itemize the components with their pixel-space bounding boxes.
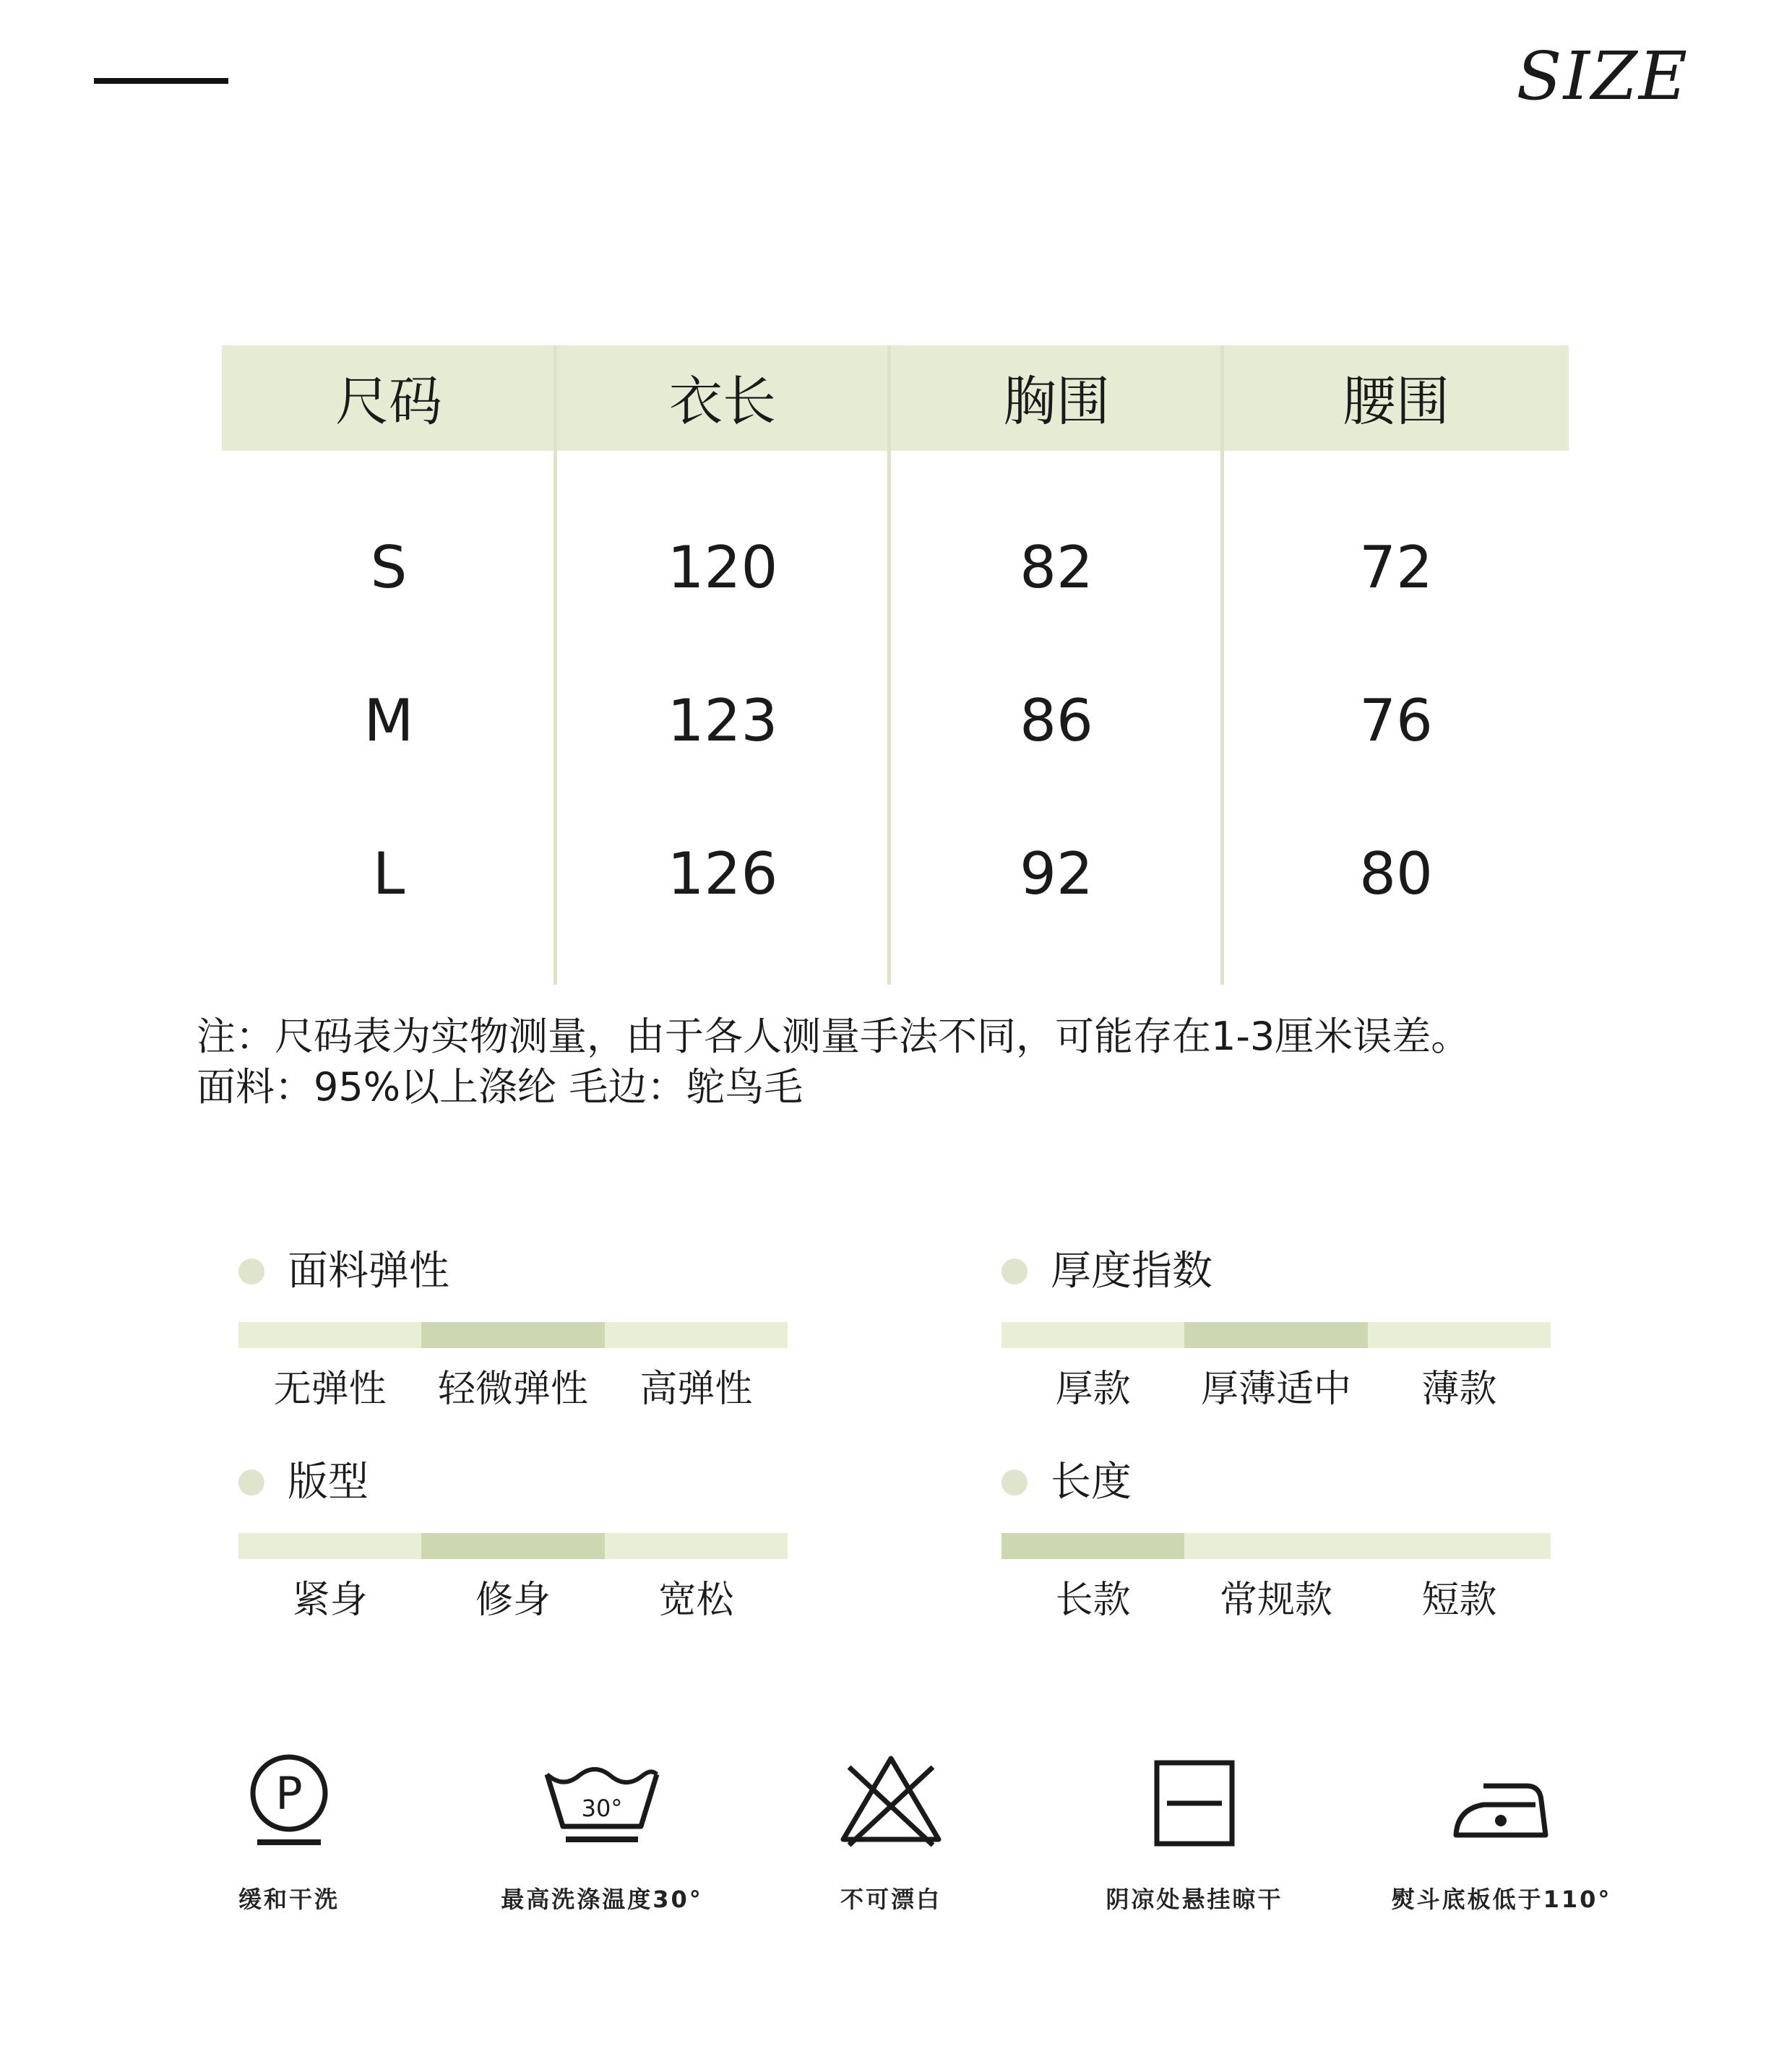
cell-bust-m: 86	[1020, 687, 1093, 754]
fabric-note: 面料：95%以上涤纶 毛边：鸵鸟毛	[197, 1064, 804, 1110]
attribute-elasticity	[223, 1241, 772, 1415]
scale-bar	[238, 1533, 788, 1559]
svg-text:30°: 30°	[581, 1795, 623, 1822]
scale-segment	[238, 1533, 421, 1559]
scale-bar	[1001, 1322, 1551, 1348]
header-size: 尺码	[335, 371, 442, 433]
top-decorative-rule	[94, 78, 228, 84]
scale-segment	[605, 1533, 788, 1559]
care-label: 最高洗涤温度30°	[501, 1886, 703, 1913]
scale-option: 薄款	[1421, 1368, 1497, 1411]
header-length: 衣长	[669, 371, 776, 433]
cell-length-s: 120	[667, 534, 778, 601]
care-label: 熨斗底板低于110°	[1391, 1886, 1612, 1913]
scale-option: 厚薄适中	[1200, 1368, 1351, 1411]
wash-30-icon	[537, 1748, 667, 1857]
scale-segment-selected	[1001, 1533, 1184, 1559]
attribute-title: 面料弹性	[288, 1248, 449, 1295]
measurement-note: 注：尺码表为实物测量，由于各人测量手法不同，可能存在1-3厘米误差。	[197, 1014, 1470, 1059]
attribute-title: 版型	[288, 1459, 369, 1506]
scale-option: 高弹性	[639, 1368, 753, 1411]
scale-option: 无弹性	[273, 1368, 387, 1411]
no-bleach-icon	[833, 1748, 949, 1857]
cell-size-s: S	[370, 534, 408, 601]
scale-bar	[1001, 1533, 1551, 1559]
scale-segment-selected	[421, 1533, 604, 1559]
header-waist: 腰围	[1343, 371, 1449, 433]
attribute-length	[986, 1452, 1535, 1626]
care-wash-30	[483, 1748, 721, 1929]
cell-waist-s: 72	[1359, 534, 1433, 601]
care-dry-clean	[170, 1748, 408, 1929]
scale-option: 修身	[475, 1579, 551, 1622]
page-title: SIZE	[1516, 38, 1689, 115]
scale-segment-selected	[1184, 1322, 1367, 1348]
scale-segment	[1368, 1322, 1551, 1348]
attribute-title: 厚度指数	[1051, 1248, 1212, 1295]
cell-bust-s: 82	[1020, 534, 1093, 601]
care-label: 缓和干洗	[238, 1886, 340, 1913]
bullet-dot	[238, 1469, 264, 1495]
cell-bust-l: 92	[1020, 840, 1093, 907]
size-table	[222, 345, 1569, 985]
cell-size-l: L	[372, 840, 405, 907]
scale-option: 轻微弹性	[437, 1368, 588, 1411]
bullet-dot	[1001, 1469, 1028, 1495]
scale-option: 常规款	[1219, 1579, 1332, 1622]
scale-segment	[1184, 1533, 1367, 1559]
cell-length-l: 126	[667, 840, 778, 907]
care-line-dry	[1075, 1748, 1314, 1929]
header-bust: 胸围	[1003, 371, 1110, 433]
attribute-fit	[223, 1452, 772, 1626]
bullet-dot	[238, 1259, 264, 1285]
scale-segment-selected	[421, 1322, 604, 1348]
scale-option: 短款	[1421, 1579, 1497, 1622]
scale-option: 长款	[1055, 1579, 1131, 1622]
scale-segment	[238, 1322, 421, 1348]
svg-text:P: P	[275, 1767, 303, 1820]
cell-size-m: M	[363, 687, 414, 754]
scale-segment	[605, 1322, 788, 1348]
scale-option: 厚款	[1055, 1368, 1131, 1411]
bullet-dot	[1001, 1259, 1028, 1285]
scale-option: 宽松	[658, 1579, 734, 1622]
iron-low-icon	[1440, 1748, 1563, 1857]
scale-option: 紧身	[292, 1579, 368, 1622]
care-label: 阴凉处悬挂晾干	[1106, 1886, 1283, 1913]
attribute-thickness	[986, 1241, 1535, 1415]
dry-clean-p-icon	[231, 1748, 347, 1857]
cell-waist-m: 76	[1359, 687, 1433, 754]
line-dry-shade-icon	[1137, 1748, 1252, 1857]
scale-segment	[1368, 1533, 1551, 1559]
care-iron	[1379, 1748, 1624, 1929]
attribute-title: 长度	[1051, 1459, 1132, 1506]
scale-segment	[1001, 1322, 1184, 1348]
cell-length-m: 123	[667, 687, 778, 754]
cell-waist-l: 80	[1359, 840, 1433, 907]
care-no-bleach	[772, 1748, 1010, 1929]
care-label: 不可漂白	[840, 1886, 942, 1913]
scale-bar	[238, 1322, 788, 1348]
